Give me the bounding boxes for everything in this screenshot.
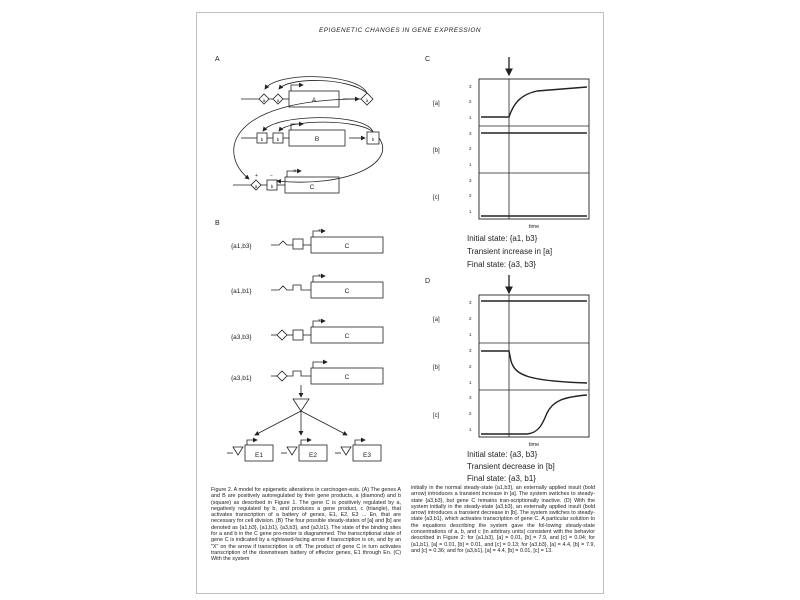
svg-text:1: 1 [469, 380, 472, 385]
svg-text:Initial state: {a1, b3}: Initial state: {a1, b3} [467, 234, 538, 243]
svg-text:E3: E3 [363, 452, 371, 459]
svg-text:3: 3 [469, 131, 472, 136]
d-trace-c [481, 395, 587, 434]
svg-text:2: 2 [469, 364, 472, 369]
svg-text:[b]: [b] [433, 148, 440, 154]
effector-e2 [281, 440, 327, 461]
svg-text:b: b [276, 137, 280, 142]
svg-text:2: 2 [469, 99, 472, 104]
svg-text:2: 2 [469, 193, 472, 198]
svg-text:1: 1 [469, 209, 472, 214]
transcription-off-x: × [293, 169, 297, 175]
svg-text:3: 3 [469, 300, 472, 305]
svg-text:+: + [255, 173, 258, 179]
svg-text:C: C [344, 243, 350, 250]
svg-text:3: 3 [469, 178, 472, 183]
figure-caption-right: initially in the normal steady-state {a1,b3}, an externally applied insult (bold arrow) introduces a transient increase in [a]. The system switches to steady-state {a3,b3}, but gene C remains tran-scriptionally inactive. (D) With the system initially in the steady-state {a3,b3}, an externally applied insult (bold arrow) introduces a transient decrease in [b]. The system switches to steady-state {a3,b1}, which activates transcription of gene C. A particular solution to the equations describing the system gave the fol-lowing steady-state concentrations of a, b, and c (in arbitrary units) consistent with the behavior described in Figure 2: for {a1,b3}, [a] = 0.01, [b] = 7.9, and [c] = 0.04; for {a1,b1}, [a] = 0.01, [b] = 0.01, and [c] = 0.13; for {a3,b3}, [a] = 4.4, [b] = 7.9, and [c] = 0.36; and for {a3,b1}, [a] = 4.4, [b] = 0.01, [c] = 13. [411, 485, 595, 554]
svg-text:E2: E2 [309, 452, 317, 459]
state-a3b3: {a3,b3} [231, 334, 252, 341]
svg-text:a: a [254, 184, 258, 189]
svg-text:b: b [260, 137, 264, 142]
svg-text:1: 1 [469, 332, 472, 337]
figure-caption-left: Figure 2. A model for epigenetic alterations in carcinogen-esis. (A) The genes A and B are positively autoregulated by their gene products, a (diamond) and b (square) as described in Figure 1. The gene C is positively regulated by a, negatively regulated by b, and produces a gene product, c (triangle), that activates transcription of a battery of genes, E1, E2, E3 ... En, that are necessary for cell division. (B) The four possible steady-states of [a] and [b] are denoted as {a1,b3}, {a1,b1}, {a3,b3}, and {a3,b1}. The state of the binding sites for a and b in the C gene pro-moter is diagrammed. The transcriptional state of gene C is indicated by a rightward-facing arrow if transcription is on, and by an "X" on the arrow if transcription is off. The product of gene C in turn activates transcription of the downstream battery of effector genes, E1 through En. (C) With the system [211, 487, 401, 563]
gene-b-row [241, 118, 379, 146]
svg-text:[c]: [c] [433, 413, 440, 419]
svg-text:1: 1 [469, 162, 472, 167]
svg-text:[a]: [a] [433, 101, 440, 107]
panel-b [215, 220, 383, 461]
svg-text:time: time [528, 442, 540, 448]
gene-a-label: A [311, 97, 317, 104]
svg-text:[a]: [a] [433, 317, 440, 323]
d-trace-b [481, 351, 587, 383]
svg-text:3: 3 [469, 395, 472, 400]
svg-text:[b]: [b] [433, 365, 440, 371]
panel-c-label: C [425, 56, 431, 63]
panel-a-label: A [215, 56, 220, 63]
svg-text:Final state: {a3, b1}: Final state: {a3, b1} [467, 474, 536, 483]
svg-text:×: × [318, 273, 321, 279]
svg-text:b: b [270, 184, 274, 189]
svg-text:3: 3 [469, 348, 472, 353]
c-trace-a [481, 87, 587, 117]
svg-text:a: a [365, 98, 369, 103]
svg-text:3: 3 [469, 84, 472, 89]
svg-text:a: a [262, 98, 266, 103]
gene-c-label: C [309, 184, 315, 191]
svg-text:Transient decrease in [b]: Transient decrease in [b] [467, 462, 555, 471]
panel-d-label: D [425, 278, 431, 285]
svg-text:C: C [344, 374, 350, 381]
svg-text:1: 1 [469, 427, 472, 432]
gene-b-label: B [314, 136, 320, 143]
panel-c [425, 56, 589, 269]
state-a1b1: {a1,b1} [231, 288, 252, 295]
panel-a [215, 56, 383, 193]
svg-text:Final state: {a3, b3}: Final state: {a3, b3} [467, 260, 536, 269]
svg-text:×: × [318, 228, 321, 234]
figure-2 [197, 13, 603, 483]
product-c-triangle [293, 399, 309, 411]
svg-text:2: 2 [469, 316, 472, 321]
svg-text:×: × [318, 318, 321, 324]
svg-text:a: a [276, 98, 280, 103]
paper-page [196, 12, 604, 594]
svg-text:C: C [344, 333, 350, 340]
svg-text:time: time [528, 224, 540, 230]
svg-text:b: b [371, 137, 375, 142]
effector-e1 [227, 440, 273, 461]
state-a1b3: {a1,b3} [231, 243, 252, 250]
svg-text:1: 1 [469, 115, 472, 120]
svg-text:Transient increase in [a]: Transient increase in [a] [467, 247, 553, 256]
panel-d [425, 275, 589, 483]
svg-text:[c]: [c] [433, 195, 440, 201]
svg-text:2: 2 [469, 146, 472, 151]
svg-text:Initial state: {a3, b3}: Initial state: {a3, b3} [467, 450, 538, 459]
svg-text:−: − [270, 173, 273, 179]
effector-e3 [335, 440, 381, 461]
panel-b-label: B [215, 220, 220, 227]
state-a3b1: {a3,b1} [231, 375, 252, 382]
svg-text:2: 2 [469, 411, 472, 416]
running-header: EPIGENETIC CHANGES IN GENE EXPRESSION [319, 27, 481, 34]
svg-text:C: C [344, 288, 350, 295]
svg-text:E1: E1 [255, 452, 263, 459]
